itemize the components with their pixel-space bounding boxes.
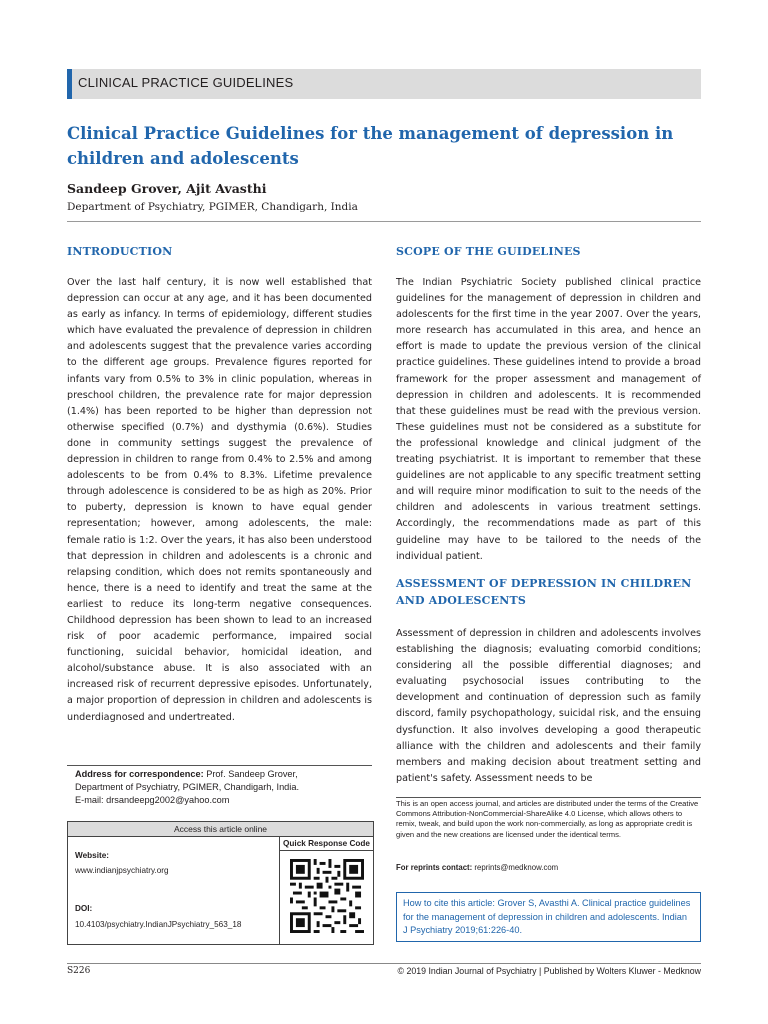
correspondence [75, 768, 370, 807]
open-access-divider [396, 797, 701, 798]
citation-box: How to cite this article: Grover S, Avasthi A. Clinical practice guidelines for the management of depression in children and adolescents. Indian J Psychiatry 2019;61:226-40. [396, 892, 701, 942]
page-number: S226 [67, 966, 91, 976]
correspondence-email: E-mail: drsandeepg2002@yahoo.com [75, 795, 230, 805]
footer-divider [67, 963, 701, 964]
doi-link[interactable]: 10.4103/psychiatry.IndianJPsychiatry_563_18 [75, 920, 242, 929]
assessment-heading: ASSESSMENT OF DEPRESSION IN CHILDREN AND ADOLESCENTS [396, 577, 692, 607]
scope-text: The Indian Psychiatric Society published clinical practice guidelines for the management of depression in children and adolescents for the first time in the year 2007. Over the years, more research has accumulated in this area, and hence an effort is made to update the previous version of the clinical practice guidelines. These guidelines intend to provide a broad framework for the proper assessment and management of depression in children and adolescents. It is recommended that these guidelines must be read with the previous version. These guidelines must not be considered as a substitute for the professional knowledge and clinical judgment of the treating psychiatrist. It is important to remember that these guidelines are not applicable to any specific treatment setting and will require minor modification to suit to the needs of the children and adolescents in various treatment settings. Accordingly, the recommendations made as part of this guideline may have to be tailored to the needs of the individual patient. [396, 277, 701, 562]
reprints-label: For reprints contact: [396, 863, 473, 872]
reprints-contact [396, 863, 558, 872]
correspondence-address: Department of Psychiatry, PGIMER, Chandigarh, India. [75, 782, 299, 792]
access-article-box [67, 821, 374, 945]
assessment-text: Assessment of depression in children and adolescents involves establishing the diagnosis; evaluating comorbid conditions; considering all the possible differential diagnoses; and evaluating psychosocial issues contributing to the development and continuation of depression such as family discord, family psychopathology, suicidal risk, and the ensuing dysfunction. It also involves developing a good therapeutic alliance with the children and adolescents and their family members and making decision about treatment setting and patient's safety. Assessment needs to be [396, 628, 701, 784]
reprints-email[interactable]: reprints@medknow.com [474, 863, 559, 872]
title-divider [67, 221, 701, 222]
website-label: Website: [75, 851, 109, 860]
access-box-header: Access this article online [68, 822, 373, 837]
open-access-notice: This is an open access journal, and articles are distributed under the terms of the Creative Commons Attribution-NonCommercial-ShareAlike 4.0 License, which allows others to remix, tweak, and build upon the work non-commercially, as long as appropriate credit is given and the new creations are licensed under the identical terms. [396, 799, 699, 839]
introduction-text: Over the last half century, it is now well established that depression can occur at any age, and it has been documented as early as infancy. In terms of epidemiology, different studies which have evaluated the prevalence of depression in children and adolescents suggest that the prevalence varies according to the different age groups. Prevalence figures reported for infants vary from 0.5% to 3% in clinic population, whereas in preschool children, the prevalence rate for major depression (1.4%) has been reported to be higher than depression not otherwise specified (0.7%) and dysthymia (0.6%). Studies done in community settings suggest the prevalence of depression in children to range from 0.4% to 2.5% and among adolescents to be from 0.4% to 8.3%. Lifetime prevalence through adolescence is considered to be as high as 20%. Prior to puberty, depression is known to have equal gender representation; however, among adolescents, the male: female ratio is 1:2. Over the years, it has also been understood that depression in children and adolescents is a chronic and relapsing condition, which does not remits spontaneously and hence, there is a need to identify and treat the same at the earliest to reduce its long-term negative consequences. Childhood depression has been shown to lead to an increased risk of poor academic performance, impaired social functioning, suicidal behavior, homicidal ideation, and alcohol/substance abuse. It is also associated with an increased risk of recurrent depressive episodes. Unfortunately, a major proportion of depression in children and adolescents is underdiagnosed and undertreated. [67, 277, 372, 723]
website-link[interactable]: www.indianjpsychiatry.org [75, 866, 169, 875]
qr-code-icon[interactable] [290, 859, 364, 933]
correspondence-name: Prof. Sandeep Grover, [206, 769, 298, 779]
qr-label: Quick Response Code [280, 837, 373, 851]
section-banner-accent [67, 69, 72, 99]
article-title: Clinical Practice Guidelines for the management of depression in children and adolescents [67, 124, 674, 168]
introduction-heading: INTRODUCTION [67, 245, 173, 258]
access-box-divider [279, 837, 280, 944]
scope-heading: SCOPE OF THE GUIDELINES [396, 245, 581, 258]
affiliation: Department of Psychiatry, PGIMER, Chandigarh, India [67, 201, 358, 213]
doi-label: DOI: [75, 904, 93, 913]
footer-copyright: © 2019 Indian Journal of Psychiatry | Published by Wolters Kluwer - Medknow [397, 966, 701, 976]
authors: Sandeep Grover, Ajit Avasthi [67, 181, 267, 196]
correspondence-label: Address for correspondence: [75, 769, 204, 779]
correspondence-divider [67, 765, 372, 766]
section-label: CLINICAL PRACTICE GUIDELINES [78, 75, 294, 90]
